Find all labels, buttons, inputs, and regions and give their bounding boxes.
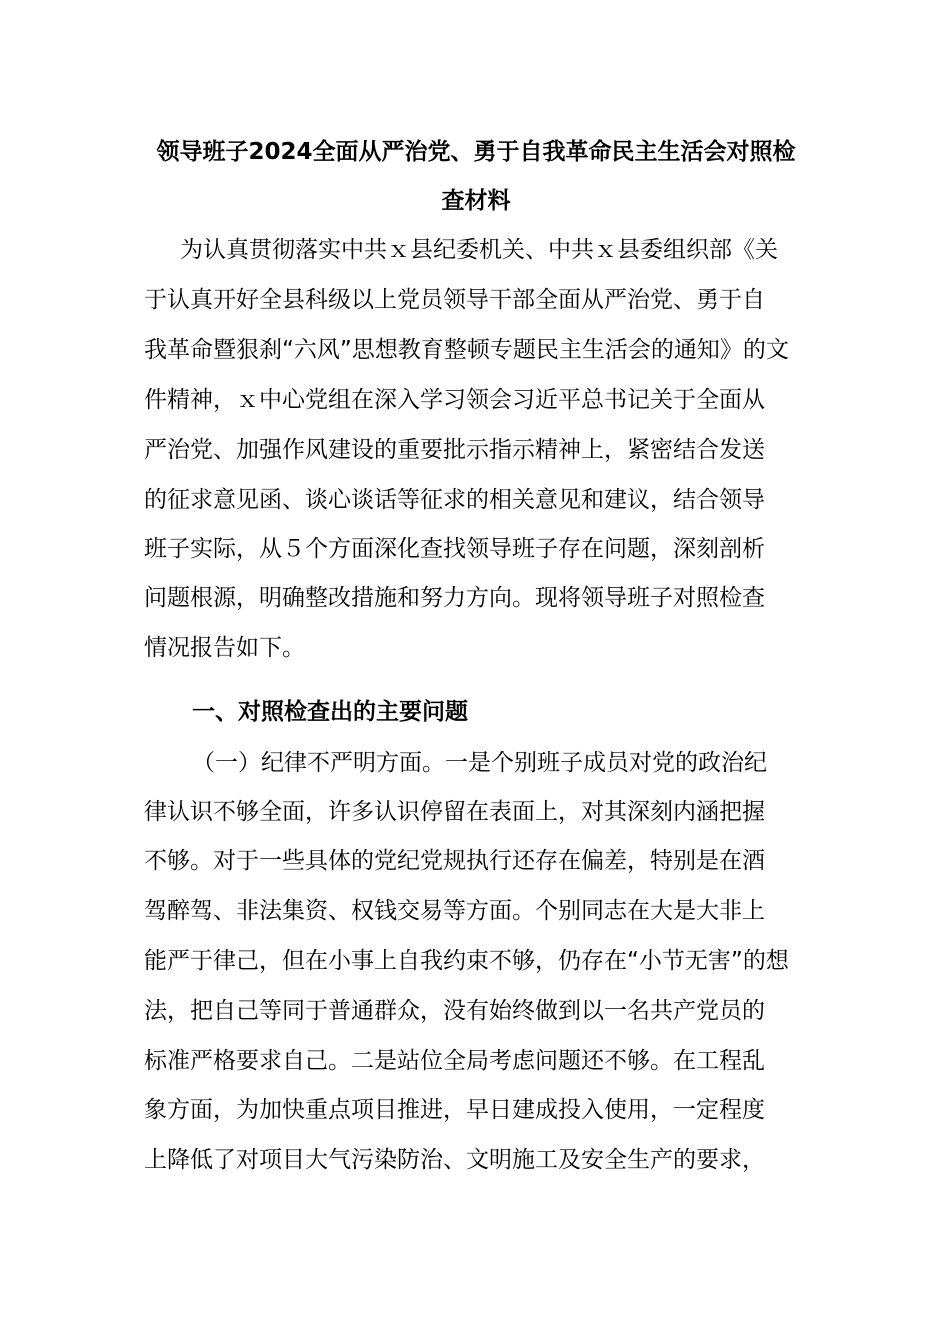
- intro-line: 严治党、加强作风建设的重要批示指示精神上，紧密结合发送: [144, 437, 765, 463]
- section-line: 法，把自己等同于普通群众，没有始终做到以一名共产党员的: [144, 998, 765, 1024]
- intro-line: 为认真贯彻落实中共ｘ县纪委机关、中共ｘ县委组织部《关: [180, 237, 778, 263]
- section-heading: 一、对照检查出的主要问题: [192, 699, 468, 725]
- intro-line: 情况报告如下。: [144, 635, 305, 661]
- document-title-line-1: 领导班子2024全面从严治党、勇于自我革命民主生活会对照检: [156, 139, 796, 165]
- intro-line: 问题根源，明确整改措施和努力方向。现将领导班子对照检查: [144, 585, 765, 611]
- intro-line: 件精神，ｘ中心党组在深入学习领会习近平总书记关于全面从: [144, 387, 765, 413]
- intro-line: 于认真开好全县科级以上党员领导干部全面从严治党、勇于自: [144, 287, 765, 313]
- section-line: 不够。对于一些具体的党纪党规执行还存在偏差，特别是在酒: [144, 848, 765, 874]
- section-line: （一）纪律不严明方面。一是个别班子成员对党的政治纪: [192, 750, 767, 776]
- section-line: 上降低了对项目大气污染防治、文明施工及安全生产的要求，: [144, 1147, 765, 1173]
- section-line: 律认识不够全面，许多认识停留在表面上，对其深刻内涵把握: [144, 799, 765, 825]
- intro-line: 我革命暨狠刹“六风”思想教育整顿专题民主生活会的通知》的文: [144, 337, 789, 363]
- section-line: 能严于律己，但在小事上自我约束不够，仍存在“小节无害”的想: [144, 948, 789, 974]
- section-line: 象方面，为加快重点项目推进，早日建成投入使用，一定程度: [144, 1097, 765, 1123]
- intro-line: 的征求意见函、谈心谈话等征求的相关意见和建议，结合领导: [144, 487, 765, 513]
- section-line: 标准严格要求自己。二是站位全局考虑问题还不够。在工程乱: [144, 1048, 765, 1074]
- intro-line: 班子实际，从５个方面深化查找领导班子存在问题，深刻剖析: [144, 536, 765, 562]
- section-line: 驾醉驾、非法集资、权钱交易等方面。个别同志在大是大非上: [144, 898, 765, 924]
- document-title-line-2: 查材料: [441, 188, 511, 214]
